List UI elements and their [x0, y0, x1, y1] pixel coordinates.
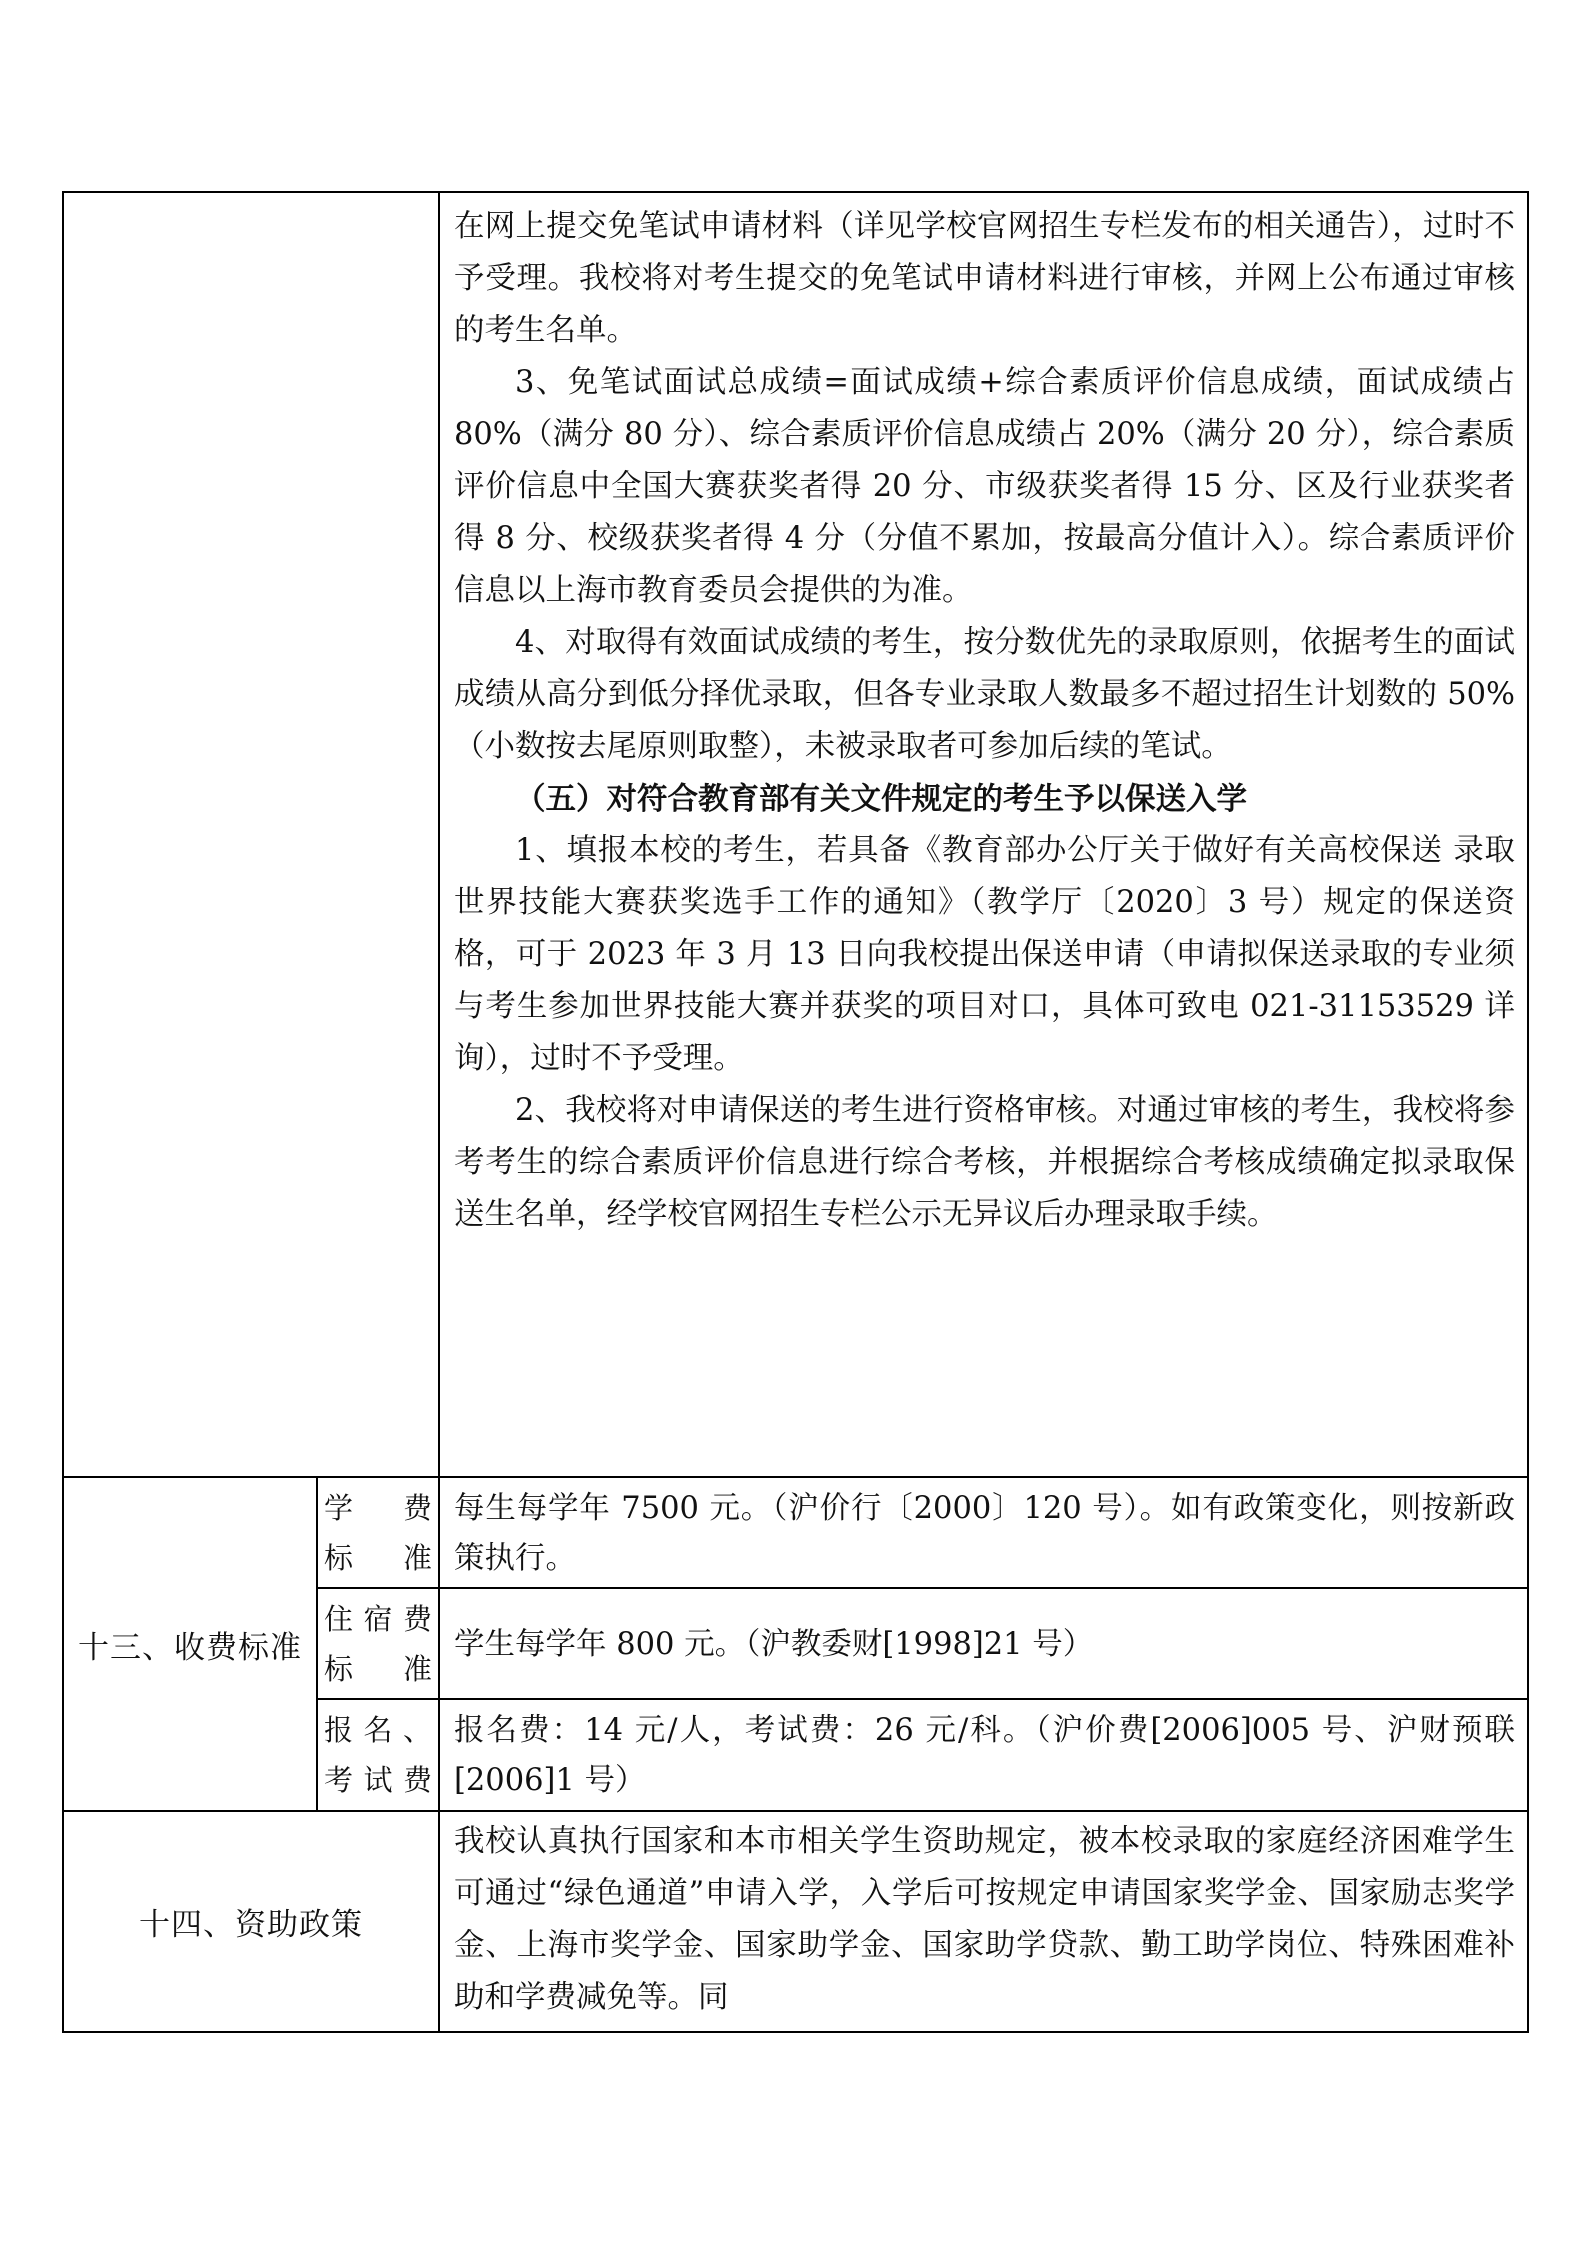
- exam-fee-value: 报名费：14 元/人，考试费：26 元/科。（沪价费[2006]005 号、沪财预联[2006]1 号）: [439, 1699, 1528, 1811]
- paragraph: 4、对取得有效面试成绩的考生，按分数优先的录取原则，依据考生的面试成绩从高分到低分择优录取，但各专业录取人数最多不超过招生计划数的 50%（小数按去尾原则取整），未被录取者可参加后续的笔试。: [454, 625, 1515, 764]
- empty-category-cell: [63, 192, 439, 1477]
- tuition-value: 每生每学年 7500 元。（沪价行〔2000〕120 号）。如有政策变化，则按新政策执行。: [439, 1477, 1528, 1588]
- table-row: [63, 192, 1528, 1477]
- paragraph: 2、我校将对申请保送的考生进行资格审核。对通过审核的考生，我校将参考考生的综合素质评价信息进行综合考核，并根据综合考核成绩确定拟录取保送生名单，经学校官网招生专栏公示无异议后办理录取手续。: [454, 1093, 1515, 1232]
- exam-fee-label: 报名、 考试费: [317, 1699, 439, 1811]
- table-row: [63, 1477, 1528, 1588]
- fee-standard-title: 十三、收费标准: [63, 1477, 317, 1811]
- aid-policy-title: 十四、资助政策: [63, 1811, 439, 2032]
- section-heading: （五）对符合教育部有关文件规定的考生予以保送入学: [515, 781, 1247, 817]
- paragraph: 3、免笔试面试总成绩=面试成绩+综合素质评价信息成绩，面试成绩占 80%（满分 80 分）、综合素质评价信息成绩占 20%（满分 20 分），综合素质评价信息中全国大赛获奖者得 20 分、市级获奖者得 15 分、区及行业获奖者得 8 分、校级获奖者得 4 分（分值不累加，按最高分值计入）。综合素质评价信息以上海市教育委员会提供的为准。: [454, 365, 1515, 608]
- aid-policy-value: 我校认真执行国家和本市相关学生资助规定，被本校录取的家庭经济困难学生可通过“绿色通道”申请入学，入学后可按规定申请国家奖学金、国家励志奖学金、上海市奖学金、国家助学金、国家助学贷款、勤工助学岗位、特殊困难补助和学费减免等。同: [439, 1811, 1528, 2032]
- paragraph: 在网上提交免笔试申请材料（详见学校官网招生专栏发布的相关通告），过时不予受理。我校将对考生提交的免笔试申请材料进行审核，并网上公布通过审核的考生名单。: [454, 209, 1515, 348]
- tuition-label: 学 费 标 准: [317, 1477, 439, 1588]
- dorm-fee-value: 学生每学年 800 元。（沪教委财[1998]21 号）: [439, 1588, 1528, 1699]
- paragraph: 1、填报本校的考生，若具备《教育部办公厅关于做好有关高校保送 录取世界技能大赛获奖选手工作的通知》（教学厅〔2020〕3 号）规定的保送资格，可于 2023 年 3 月 13 日向我校提出保送申请（申请拟保送录取的专业须与考生参加世界技能大赛并获奖的项目对口，具体可致电 021-31153529 详询），过时不予受理。: [454, 833, 1515, 1076]
- continuation-content: [440, 193, 1527, 1241]
- info-table: [62, 191, 1529, 2033]
- continuation-cell: [439, 192, 1528, 1477]
- dorm-fee-label: 住宿费 标 准: [317, 1588, 439, 1699]
- table-row: [63, 1811, 1528, 2032]
